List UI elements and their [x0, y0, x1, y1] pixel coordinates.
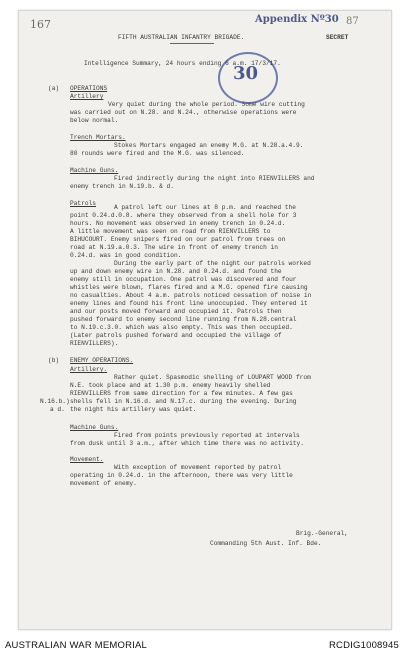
- section-a-label: (a): [48, 85, 60, 92]
- text-line: enemy trench in N.19.b. & d.: [70, 183, 174, 190]
- text-line: shells fell in N.16.d. and N.17.c. during the evening. During: [70, 398, 297, 405]
- text-line: Fired indirectly during the night into RIENVILLERS and: [114, 175, 315, 182]
- text-line: below normal.: [70, 117, 119, 124]
- stamp-number: 30: [233, 63, 259, 84]
- text-line: RIENVILLERS).: [70, 340, 119, 347]
- corner-number: 87: [346, 16, 359, 27]
- enemy-machine-guns-heading: Machine Guns.: [70, 424, 119, 431]
- text-line: BIHUCOURT. Enemy snipers fired on our patrol from trees on: [70, 236, 286, 243]
- movement-heading: Movement.: [70, 456, 104, 463]
- text-line: RIENVILLERS from same direction for a few minutes. A few gas: [70, 390, 293, 397]
- footer-id: RCDIG1008945: [329, 640, 399, 651]
- text-line: no casualties. About 4 a.m. patrols noticed cessation of noise in: [70, 292, 312, 299]
- enemy-artillery-heading: Artillery.: [70, 366, 108, 373]
- appendix-label: Appendix Nº30: [255, 14, 339, 25]
- trench-mortars-heading: Trench Mortars.: [70, 134, 126, 141]
- text-line: (Later patrols pushed forward and occupied the village of: [70, 332, 282, 339]
- margin-note: a d.: [50, 406, 65, 413]
- text-line: During the early part of the night our patrols worked: [114, 260, 311, 267]
- text-line: Fired from points previously reported at intervals: [114, 432, 300, 439]
- signature-rank: Brig.-General,: [296, 530, 348, 537]
- text-line: road at N.19.a.0.3. The wire in front of enemy trench in: [70, 244, 278, 251]
- text-line: movement of enemy.: [70, 480, 137, 487]
- text-line: 0.24.d. was in good condition.: [70, 252, 182, 259]
- text-line: Very quiet during the whole period. Some wire cutting: [108, 101, 305, 108]
- text-line: A little movement was seen on road from RIENVILLERS to: [70, 228, 271, 235]
- heading-rule: [170, 43, 214, 44]
- text-line: was carried out on N.28. and N.24., otherwise operations were: [70, 109, 297, 116]
- text-line: from dusk until 3 a.m., after which time there was no activity.: [70, 440, 304, 447]
- text-line: whistles were blown, flares fired and a M.G. opened fire causing: [70, 284, 308, 291]
- text-line: A patrol left our lines at 8 p.m. and reached the: [114, 204, 296, 211]
- footer-source: AUSTRALIAN WAR MEMORIAL: [5, 640, 148, 651]
- text-line: operating in 0.24.d. in the afternoon, there was very little: [70, 472, 293, 479]
- artillery-heading: Artillery: [70, 93, 104, 100]
- signature-command: Commanding 5th Aust. Inf. Bde.: [210, 540, 322, 547]
- patrols-heading: Patrols: [70, 200, 96, 207]
- margin-note: N.16.b.): [40, 398, 70, 405]
- enemy-operations-heading: ENEMY OPERATIONS.: [70, 357, 134, 364]
- text-line: point 0.24.d.0.8. where they observed from a shell hole for 3: [70, 212, 297, 219]
- summary-title: Intelligence Summary, 24 hours ending 6 a.m. 17/3/17.: [84, 60, 281, 67]
- section-b-label: (b): [48, 357, 60, 364]
- text-line: up and down enemy wire in N.28. and 0.24.d. and found the: [70, 268, 282, 275]
- text-line: With exception of movement reported by patrol: [114, 464, 282, 471]
- text-line: N.E. took place and at 1.30 p.m. enemy heavily shelled: [70, 382, 271, 389]
- operations-heading: OPERATIONS: [70, 85, 108, 92]
- text-line: pushed forward to enemy second line running from N.28.central: [70, 316, 297, 323]
- text-line: to N.19.c.3.0. which was also empty. This was then occupied.: [70, 324, 293, 331]
- text-line: the night his artillery was quiet.: [70, 406, 197, 413]
- machine-guns-heading: Machine Guns.: [70, 167, 119, 174]
- text-line: 80 rounds were fired and the M.G. was silenced.: [70, 150, 245, 157]
- text-line: enemy still in occupation. One patrol was discovered and four: [70, 276, 297, 283]
- secret-mark: SECRET: [326, 34, 349, 41]
- brigade-heading: FIFTH AUSTRALIAN INFANTRY BRIGADE.: [118, 34, 245, 41]
- text-line: Stokes Mortars engaged an enemy M.G. at N.28.a.4.9.: [114, 142, 304, 149]
- page-number: 167: [30, 18, 51, 31]
- text-line: and our posts moved forward and occupied it. Patrols then: [70, 308, 282, 315]
- text-line: hours. No movement was observed in enemy trench in 0.24.d.: [70, 220, 286, 227]
- text-line: Rather quiet. Spasmodic shelling of LOUPART WOOD from: [114, 374, 311, 381]
- text-line: enemy lines and found his front line unoccupied. They entered it: [70, 300, 308, 307]
